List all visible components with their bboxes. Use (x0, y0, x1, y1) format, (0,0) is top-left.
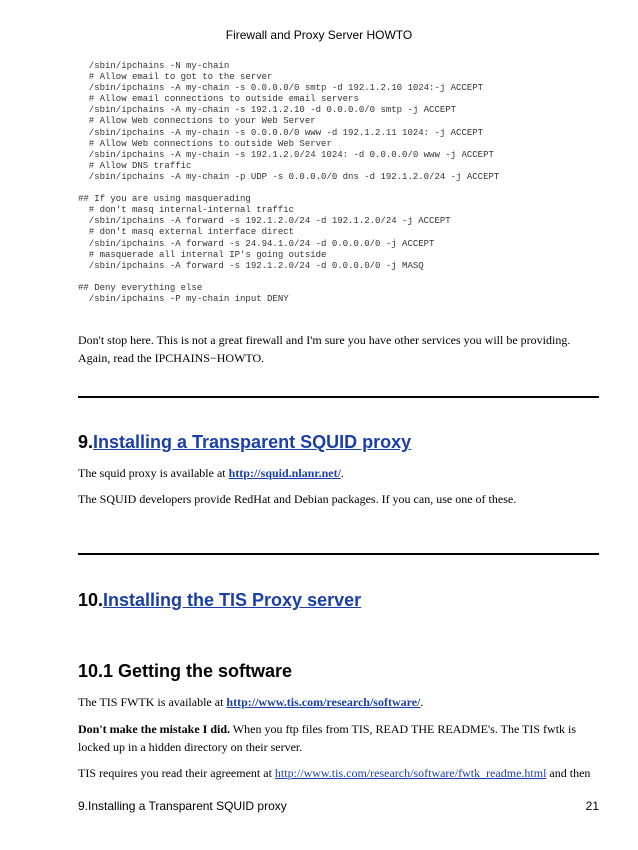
section-9-heading (78, 432, 411, 453)
code-line: # don't masq external interface direct (78, 227, 295, 238)
section-divider (78, 396, 599, 398)
code-line: /sbin/ipchains -N my-chain (78, 61, 230, 71)
text: The squid proxy is available at (78, 466, 229, 480)
section-9-title-link[interactable]: Installing a Transparent SQUID proxy (93, 432, 412, 452)
code-line: /sbin/ipchains -A forward -s 192.1.2.0/24 -d 0.0.0.0/0 -j MASQ (78, 260, 424, 271)
code-line: /sbin/ipchains -A my-chain -s 192.1.2.10 -d 0.0.0.0/0 smtp -j ACCEPT (78, 105, 457, 116)
footer-section-title: 9.Installing a Transparent SQUID proxy (78, 799, 287, 813)
code-line: /sbin/ipchains -A my-chain -p UDP -s 0.0.0.0/0 dns -d 192.1.2.0/24 -j ACCEPT (78, 171, 500, 182)
code-line: # Allow Web connections to your Web Server (78, 116, 316, 127)
code-line: # Allow DNS traffic (78, 160, 192, 171)
text: When you ftp files from TIS, READ THE README's. The TIS fwtk is locked up in a hidden directory on their server. (78, 722, 577, 754)
page-number: 21 (585, 799, 599, 813)
section-divider (78, 553, 599, 555)
text: The TIS FWTK is available at (78, 695, 227, 709)
code-line: /sbin/ipchains -A my-chain -s 192.1.2.0/24 1024: -d 0.0.0.0/0 www -j ACCEPT (78, 149, 494, 160)
bold-warning: Don't make the mistake I did. (78, 722, 231, 736)
code-line: # don't masq internal-internal traffic (78, 205, 295, 216)
section-10-heading (78, 590, 361, 611)
code-line: # Allow email to got to the server (78, 72, 273, 83)
code-line: ## If you are using masquerading (78, 194, 251, 205)
code-line: /sbin/ipchains -P my-chain input DENY (78, 293, 289, 304)
paragraph-readme-warning (78, 720, 600, 756)
text: TIS requires you read their agreement at (78, 766, 275, 780)
paragraph-squid-availability (78, 464, 600, 482)
code-line: # masquerade all internal IP's going outside (78, 249, 327, 260)
paragraph-dont-stop: Don't stop here. This is not a great firewall and I'm sure you have other services you will be providing. Again, read the IPCHAINS−HOWTO. (78, 333, 571, 365)
text: . (420, 695, 424, 709)
code-line: # Allow Web connections to outside Web Server (78, 138, 332, 149)
tis-software-link[interactable]: http://www.tis.com/research/software/ (226, 695, 421, 709)
paragraph-fwtk-availability (78, 693, 600, 711)
fwtk-readme-link[interactable]: http://www.tis.com/research/software/fwtk_readme.html (274, 766, 547, 780)
code-line: /sbin/ipchains -A my-chain -s 0.0.0.0/0 www -d 192.1.2.11 1024: -j ACCEPT (78, 127, 484, 138)
code-line: ## Deny everything else (78, 282, 203, 293)
code-line: /sbin/ipchains -A my-chain -s 0.0.0.0/0 smtp -d 192.1.2.10 1024:-j ACCEPT (78, 83, 484, 94)
text: . (340, 466, 344, 480)
code-line: # Allow email connections to outside email servers (78, 94, 359, 105)
text: and then (546, 766, 591, 780)
section-10-1-heading: 10.1 Getting the software (78, 661, 293, 681)
squid-url-link[interactable]: http://squid.nlanr.net/ (228, 466, 341, 480)
paragraph-squid-packages: The SQUID developers provide RedHat and Debian packages. If you can, use one of these. (78, 492, 517, 506)
code-listing (78, 61, 499, 305)
page-footer (78, 799, 599, 813)
section-10-number: 10. (78, 590, 104, 610)
paragraph-tis-agreement (78, 764, 600, 782)
running-header: Firewall and Proxy Server HOWTO (225, 28, 413, 42)
section-10-title-link[interactable]: Installing the TIS Proxy server (103, 590, 362, 610)
section-9-number: 9. (78, 432, 94, 452)
code-line: /sbin/ipchains -A forward -s 24.94.1.0/24 -d 0.0.0.0/0 -j ACCEPT (78, 238, 435, 249)
code-line: /sbin/ipchains -A forward -s 192.1.2.0/24 -d 192.1.2.0/24 -j ACCEPT (78, 216, 451, 227)
